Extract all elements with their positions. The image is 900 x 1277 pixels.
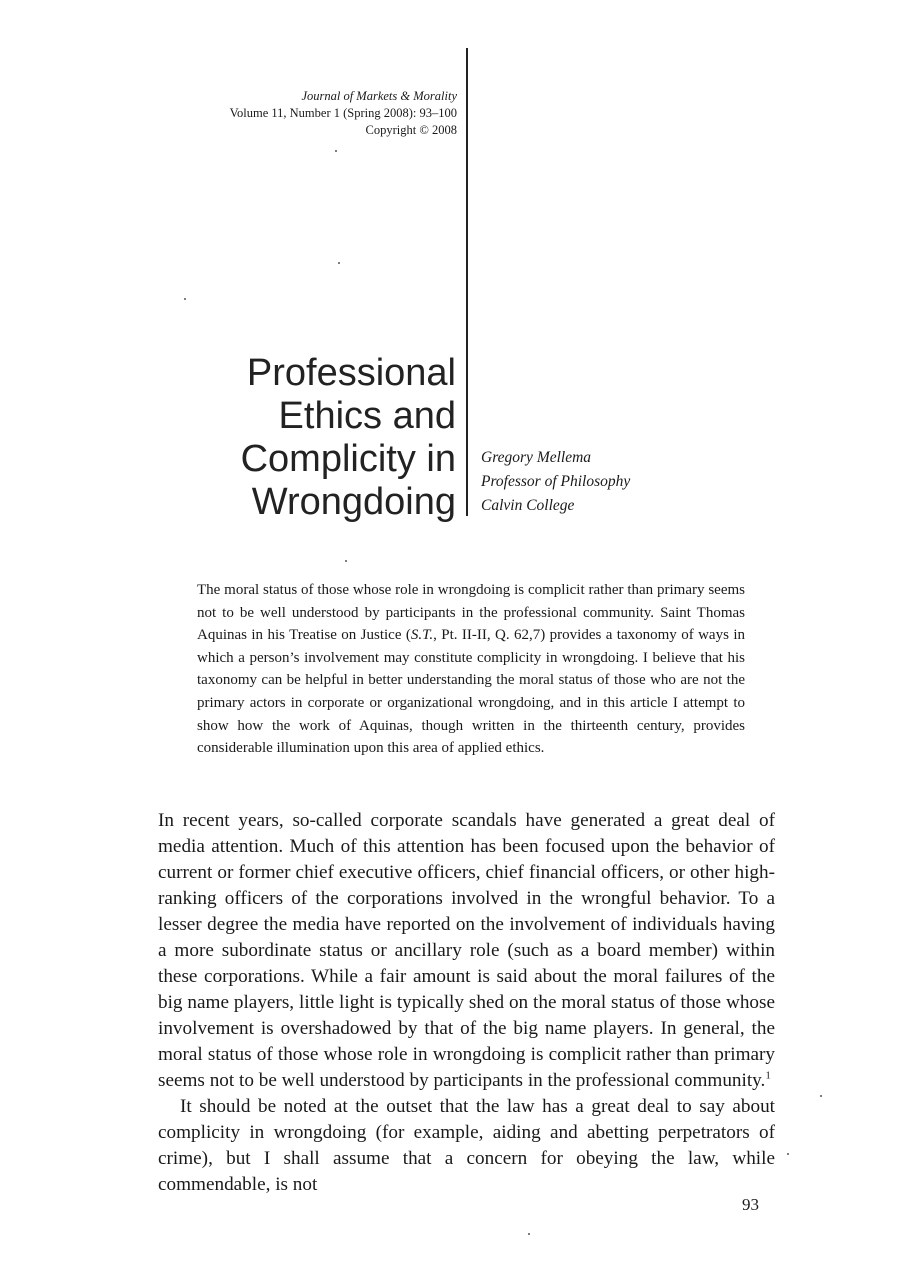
scan-speck <box>338 262 340 264</box>
author-position: Professor of Philosophy <box>481 473 631 490</box>
scan-speck <box>335 150 337 152</box>
journal-volume: Volume 11, Number 1 (Spring 2008): 93–100 <box>229 106 457 120</box>
paragraph-text: It should be noted at the outset that the law has a great deal to say about complicity in wrongdoing (for example, aiding and abetting perpetrators of crime), but I shall assume that a concern for obeying the law, while commendable, is not <box>158 1096 775 1195</box>
scan-speck <box>787 1153 789 1155</box>
title-line: Professional <box>246 352 456 394</box>
title-line: Wrongdoing <box>251 481 456 523</box>
body-paragraph <box>158 1094 775 1198</box>
journal-copyright: Copyright © 2008 <box>365 123 457 137</box>
scan-speck <box>528 1233 530 1235</box>
author-name: Gregory Mellema <box>481 449 592 466</box>
footnote-marker[interactable]: 1 <box>765 1069 771 1082</box>
abstract-text-part: , Pt. II-II, Q. 62,7) provides a taxonomy of ways in which a person’s involvement may constitute complicity in wrongdoing. I believe that his taxonomy can be helpful in better understanding the moral status of those who are not the primary actors in corporate or organizational wrongdoing, and in this article I attempt to show how the work of Aquinas, though written in the thirteenth century, provides considerable illumination upon this area of applied ethics. <box>197 627 745 757</box>
scan-speck <box>820 1095 822 1097</box>
body-text <box>158 808 775 1198</box>
paragraph-text: In recent years, so-called corporate scandals have generated a great deal of media attention. Much of this attention has been focused upon the behavior of current or former chief executive officers, chief financial officers, or other high-ranking officers of the corporations involved in the wrongful behavior. To a lesser degree the media have reported on the involvement of individuals having a more subordinate status or ancillary role (such as a board member) within these corporations. While a fair amount is said about the moral failures of the big name players, little light is typically shed on the moral status of those whose involvement is overshadowed by that of the big name players. In general, the moral status of those whose role in wrongdoing is complicit rather than primary seems not to be well understood by participants in the professional community. <box>158 810 775 1091</box>
scan-speck <box>184 298 186 300</box>
title-line: Complicity in <box>240 438 456 480</box>
abstract-text-part: The moral status of those whose role in wrongdoing is complicit rather than primary seems not to be well understood by participants in the professional community. Saint Thomas Aquinas in his Treatise on Justice ( <box>197 582 745 644</box>
journal-name: Journal of Markets & Morality <box>301 89 457 103</box>
author-block <box>481 446 630 518</box>
abstract <box>197 579 745 760</box>
abstract-citation: S.T. <box>410 627 434 644</box>
author-affiliation: Calvin College <box>481 497 575 514</box>
page-number: 93 <box>742 1195 759 1214</box>
scan-speck <box>345 560 347 562</box>
journal-header <box>157 88 457 139</box>
article-title <box>156 352 456 524</box>
body-paragraph <box>158 808 775 1094</box>
title-line: Ethics and <box>278 395 456 437</box>
vertical-rule <box>466 48 468 516</box>
